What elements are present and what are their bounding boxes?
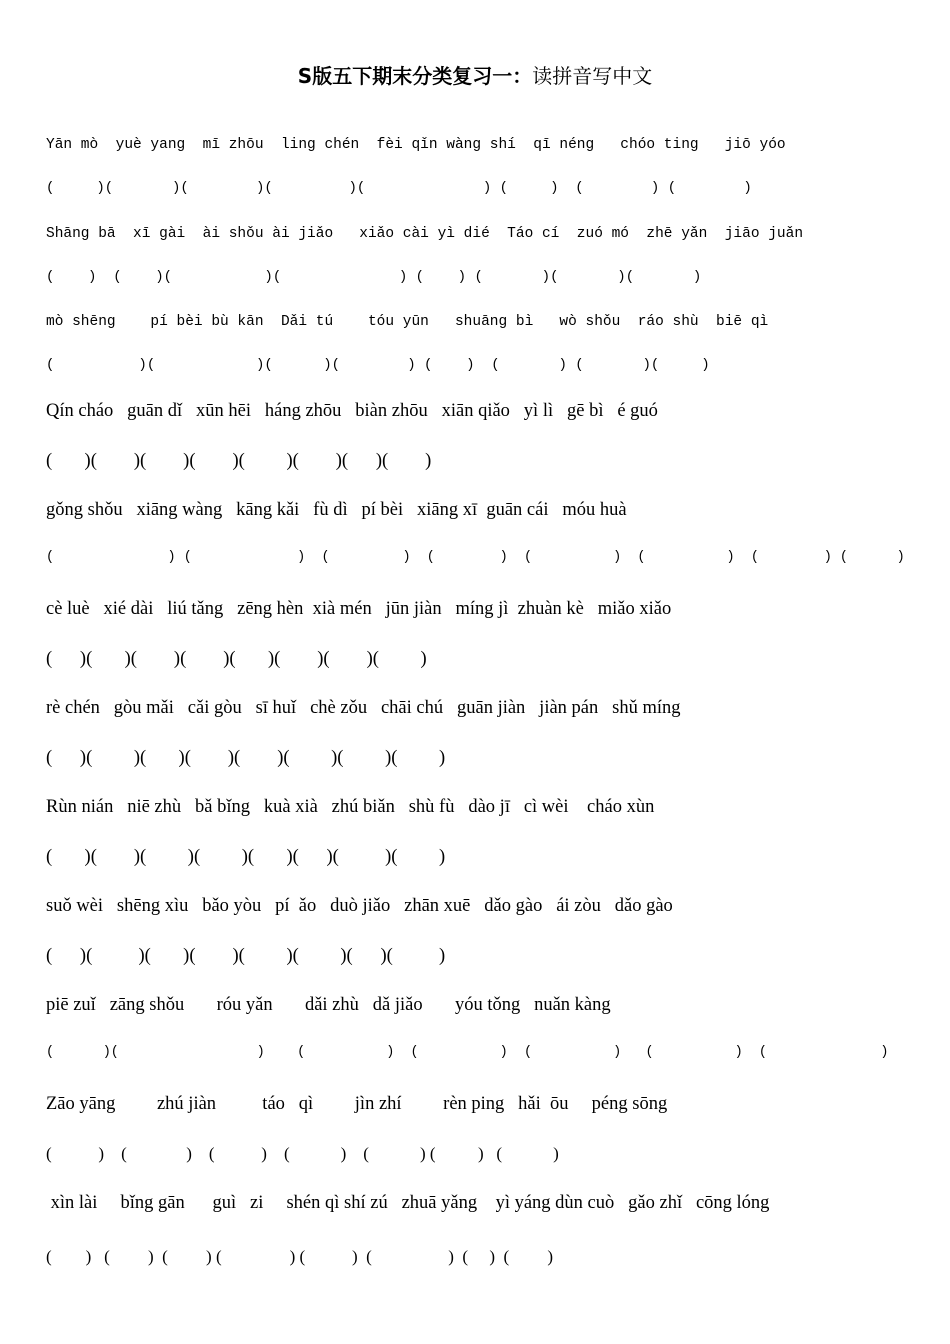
pinyin-line: suǒ wèi shēng xìu bǎo yòu pí ǎo duò jiǎo zhān xuē dǎo gào ái zòu dǎo gào [46, 896, 673, 916]
answer-blanks[interactable]: ( )( )( )( ) ( ) ( ) ( )( ) [46, 357, 710, 373]
title-prefix: S版五下期末分类复习一： [297, 64, 533, 88]
pinyin-line: Yān mò yuè yang mī zhōu ling chén fèi qǐn wàng shí qī néng chóo ting jiō yóo [46, 137, 786, 153]
answer-blanks[interactable]: ( )( )( )( )( )( )( )( ) [46, 649, 427, 669]
answer-blanks[interactable]: ( )( ) ( ) ( ) ( ) ( ) ( ) [46, 1045, 889, 1060]
answer-blanks[interactable]: ( )( )( )( )( )( )( )( ) [46, 946, 446, 966]
page-title [0, 60, 950, 89]
answer-blanks[interactable]: ( ) ( )( )( ) ( ) ( )( )( ) [46, 269, 702, 285]
title-suffix: 读拼音写中文 [532, 64, 653, 88]
pinyin-line: Zāo yāng zhú jiàn táo qì jìn zhí rèn ping hǎi ōu péng sōng [46, 1094, 668, 1114]
pinyin-line: Qín cháo guān dǐ xūn hēi háng zhōu biàn zhōu xiān qiǎo yì lì gē bì é guó [46, 401, 658, 421]
pinyin-line: Rùn nián niē zhù bǎ bǐng kuà xià zhú biǎn shù fù dào jī cì wèi cháo xùn [46, 797, 655, 817]
pinyin-line: xìn lài bǐng gān guì zi shén qì shí zú zhuā yǎng yì yáng dùn cuò gǎo zhǐ cōng lóng [46, 1193, 770, 1213]
answer-blanks[interactable]: ( )( )( )( )( )( )( )( ) [46, 451, 432, 471]
answer-blanks[interactable]: ( )( )( )( )( ) ( ) ( ) ( ) [46, 180, 752, 196]
pinyin-line: mò shēng pí bèi bù kān Dǎi tú tóu yūn shuāng bì wò shǒu ráo shù biē qì [46, 314, 769, 330]
answer-blanks[interactable]: ( )( )( )( )( )( )( )( ) [46, 847, 446, 867]
pinyin-line: gǒng shǒu xiāng wàng kāng kǎi fù dì pí bèi xiāng xī guān cái móu huà [46, 500, 627, 520]
answer-blanks[interactable]: ( ) ( ) ( ) ( ) ( ) ( ) ( ) ( ) [46, 1247, 554, 1266]
pinyin-line: Shāng bā xī gài ài shǒu ài jiǎo xiǎo cài yì dié Táo cí zuó mó zhē yǎn jiāo juǎn [46, 226, 804, 242]
pinyin-line: piē zuǐ zāng shǒu róu yǎn dǎi zhù dǎ jiǎo yóu tǒng nuǎn kàng [46, 995, 611, 1015]
answer-blanks[interactable]: ( ) ( ) ( ) ( ) ( ) ( ) ( ) ( ) [46, 550, 905, 565]
answer-blanks[interactable]: ( ) ( ) ( ) ( ) ( ) ( ) ( ) [46, 1144, 559, 1163]
pinyin-line: rè chén gòu mǎi cǎi gòu sī huǐ chè zǒu chāi chú guān jiàn jiàn pán shǔ míng [46, 698, 681, 718]
pinyin-line: cè luè xié dài liú tǎng zēng hèn xià mén jūn jiàn míng jì zhuàn kè miǎo xiǎo [46, 599, 672, 619]
answer-blanks[interactable]: ( )( )( )( )( )( )( )( ) [46, 748, 446, 768]
